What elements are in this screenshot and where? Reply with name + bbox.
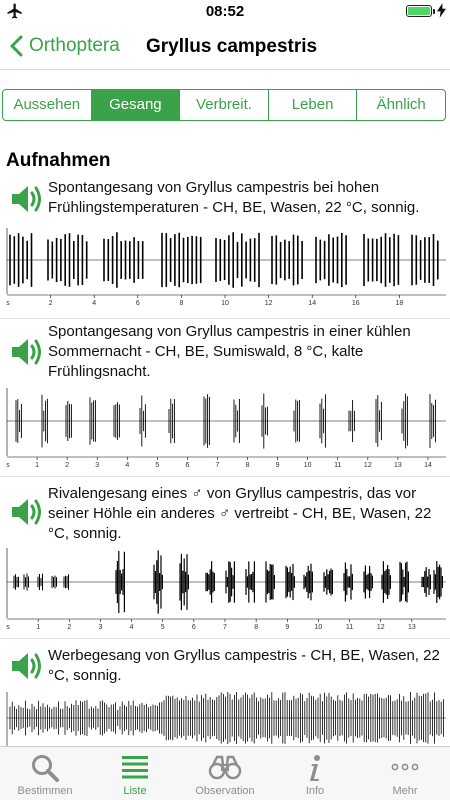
waveform[interactable]: [4, 386, 446, 470]
tick-label: 7: [223, 624, 227, 631]
tick-label: s: [6, 462, 10, 469]
recording-item: [0, 322, 450, 470]
tab-bar: [0, 746, 450, 800]
tick-label: 13: [407, 624, 416, 631]
tick-label: 2: [65, 462, 70, 469]
battery-tip: [433, 9, 435, 14]
tab-aehnlich[interactable]: Ähnlich: [376, 96, 426, 113]
tick-label: 10: [314, 624, 323, 631]
recording-item: [0, 646, 450, 746]
tick-label: 9: [285, 624, 290, 631]
recording-title: Spontangesang von Gryllus campestris in einer kühlen Sommernacht - CH, BE, Sumiswald, 8 °C, kalte Frühlingsnacht.: [48, 323, 411, 380]
tick-label: 2: [48, 300, 53, 307]
tick-label: 12: [264, 300, 273, 307]
list-icon: [120, 753, 150, 783]
tick-label: 13: [393, 462, 402, 469]
tick-label: 7: [215, 462, 220, 469]
tab-aussehen[interactable]: Aussehen: [3, 90, 92, 120]
status-bar: [0, 0, 450, 22]
tick-label: 3: [95, 462, 100, 469]
speaker-icon[interactable]: [10, 650, 44, 682]
charging-bolt-icon: [437, 3, 446, 18]
recording-item: [0, 178, 450, 316]
recording-title: Werbegesang von Gryllus campestris - CH, BE, Wasen, 22 °C, sonnig.: [48, 647, 440, 684]
tick-label: 6: [185, 462, 190, 469]
divider: [0, 638, 450, 639]
tick-label: 4: [125, 462, 130, 469]
tick-label: 4: [129, 624, 134, 631]
search-icon: [30, 753, 60, 783]
back-button-label: Orthoptera: [29, 35, 120, 56]
recording-item: [0, 484, 450, 632]
tick-label: 18: [395, 300, 404, 307]
status-time: 08:52: [205, 3, 245, 20]
tab-gesang[interactable]: Gesang: [92, 90, 181, 120]
divider: [0, 476, 450, 477]
tick-label: 6: [135, 300, 140, 307]
tab-label: Mehr: [392, 785, 418, 797]
tick-label: 3: [98, 624, 103, 631]
tick-label: 4: [92, 300, 97, 307]
tick-label: 8: [179, 300, 184, 307]
tick-label: 8: [245, 462, 250, 469]
tab-liste[interactable]: [90, 747, 180, 800]
tick-label: 2: [67, 624, 72, 631]
tick-label: 10: [221, 300, 229, 307]
tab-label: Info: [305, 785, 325, 797]
tab-label: Observation: [195, 785, 255, 797]
tab-bestimmen[interactable]: [0, 747, 90, 800]
segmented-control: [2, 89, 446, 121]
tick-label: 9: [275, 462, 280, 469]
more-icon: [390, 753, 420, 783]
speaker-icon[interactable]: [10, 496, 44, 528]
tick-label: 14: [424, 462, 432, 469]
tick-label: 6: [191, 624, 196, 631]
tab-observation[interactable]: [180, 747, 270, 800]
tick-label: 1: [35, 462, 40, 469]
tick-label: 16: [351, 300, 360, 307]
binoculars-icon: [208, 753, 242, 783]
tab-leben[interactable]: Leben: [269, 90, 358, 120]
tab-verbreitung[interactable]: Verbreit.: [180, 90, 269, 120]
chevron-left-icon: [10, 35, 23, 57]
divider: [0, 318, 450, 319]
tick-label: s: [6, 300, 10, 307]
section-title: Aufnahmen: [6, 150, 111, 171]
tick-label: 8: [254, 624, 259, 631]
tab-label: Bestimmen: [17, 785, 73, 797]
tick-label: 11: [334, 462, 342, 469]
page-title: Gryllus campestris: [146, 36, 318, 57]
tick-label: 5: [155, 462, 160, 469]
navigation-bar: [0, 22, 450, 70]
tab-label: Liste: [123, 785, 147, 797]
info-icon: [300, 753, 330, 783]
tab-mehr[interactable]: [360, 747, 450, 800]
back-button[interactable]: [10, 31, 120, 61]
recording-title: Rivalengesang eines ♂ von Gryllus campestris, das vor seiner Höhle ein anderes ♂ vertreibt - CH, BE, Wasen, 22 °C, sonnig.: [48, 485, 432, 542]
tick-label: 10: [303, 462, 312, 469]
tick-label: s: [6, 624, 10, 631]
speaker-icon[interactable]: [10, 336, 44, 368]
battery-icon: [406, 5, 432, 17]
tick-label: 11: [345, 624, 354, 631]
tick-label: 12: [363, 462, 372, 469]
tick-label: 5: [160, 624, 165, 631]
tick-label: 1: [36, 624, 41, 631]
speaker-icon[interactable]: [10, 183, 44, 215]
waveform[interactable]: [4, 226, 446, 308]
recording-title: Spontangesang von Gryllus campestris bei hohen Frühlingstemperaturen - CH, BE, Wasen, 22 °C, sonnig.: [48, 179, 420, 216]
waveform[interactable]: [4, 690, 446, 746]
waveform[interactable]: [4, 546, 446, 632]
tick-label: 12: [376, 624, 385, 631]
tab-info[interactable]: [270, 747, 360, 800]
tick-label: 14: [308, 300, 317, 307]
